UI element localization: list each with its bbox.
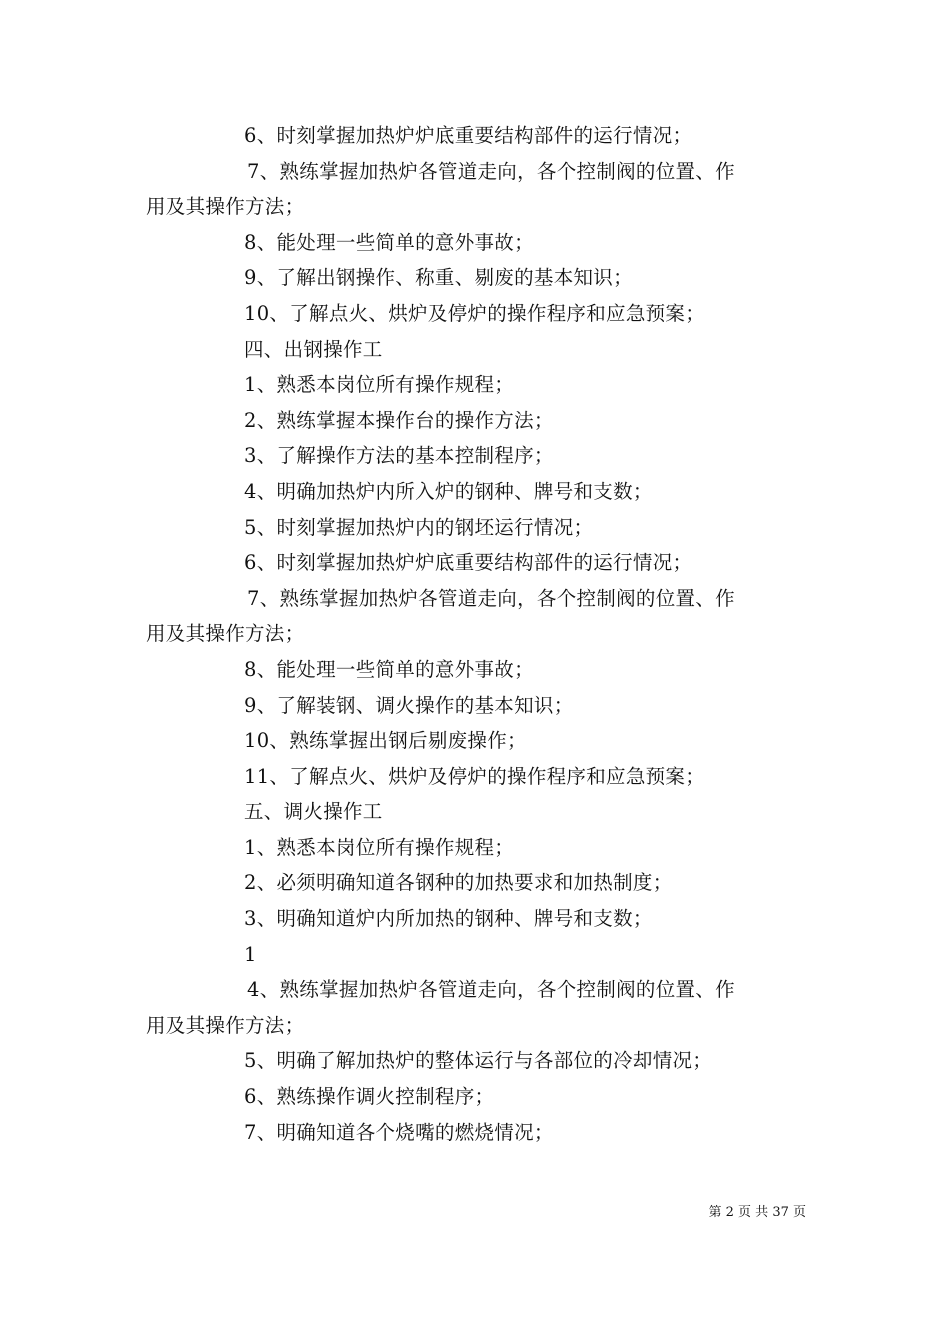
text-line: 4、熟练掌握加热炉各管道走向，各个控制阀的位置、作 xyxy=(247,978,735,1002)
text-line: 11、了解点火、烘炉及停炉的操作程序和应急预案； xyxy=(244,764,706,788)
text-line: 3、明确知道炉内所加热的钢种、牌号和支数； xyxy=(244,907,653,931)
text-line: 6、时刻掌握加热炉炉底重要结构部件的运行情况； xyxy=(244,551,693,575)
text-line: 五、调火操作工 xyxy=(244,800,383,824)
text-line: 7、熟练掌握加热炉各管道走向，各个控制阀的位置、作 xyxy=(247,159,735,183)
text-line: 6、熟练操作调火控制程序； xyxy=(244,1085,495,1109)
text-line: 1、熟悉本岗位所有操作规程； xyxy=(244,373,515,397)
text-line: 8、能处理一些简单的意外事故； xyxy=(244,657,534,681)
text-line: 6、时刻掌握加热炉炉底重要结构部件的运行情况； xyxy=(244,124,693,147)
text-line: 4、明确加热炉内所入炉的钢种、牌号和支数； xyxy=(244,479,653,503)
text-line: 用及其操作方法； xyxy=(146,622,305,646)
page-number-footer: 第 2 页 共 37 页 xyxy=(708,1205,806,1220)
text-line: 2、必须明确知道各钢种的加热要求和加热制度； xyxy=(244,871,673,895)
text-line: 四、出钢操作工 xyxy=(244,337,383,361)
text-line: 3、了解操作方法的基本控制程序； xyxy=(244,444,554,468)
text-line: 1、熟悉本岗位所有操作规程； xyxy=(244,835,515,859)
text-line: 7、明确知道各个烧嘴的燃烧情况； xyxy=(244,1120,554,1144)
text-line: 1 xyxy=(244,942,257,966)
text-line: 5、明确了解加热炉的整体运行与各部位的冷却情况； xyxy=(244,1049,713,1073)
document-body xyxy=(0,118,950,1150)
text-line: 5、时刻掌握加热炉内的钢坯运行情况； xyxy=(244,515,594,539)
text-line: 10、熟练掌握出钢后剔废操作； xyxy=(244,729,527,753)
text-line: 10、了解点火、烘炉及停炉的操作程序和应急预案； xyxy=(244,301,706,325)
text-line: 7、熟练掌握加热炉各管道走向，各个控制阀的位置、作 xyxy=(247,586,735,610)
text-line: 8、能处理一些简单的意外事故； xyxy=(244,230,534,254)
text-line: 2、熟练掌握本操作台的操作方法； xyxy=(244,408,554,432)
text-line: 用及其操作方法； xyxy=(146,1013,305,1037)
text-line: 9、了解装钢、调火操作的基本知识； xyxy=(244,693,574,717)
text-line: 9、了解出钢操作、称重、剔废的基本知识； xyxy=(244,266,633,290)
text-line: 用及其操作方法； xyxy=(146,195,305,219)
